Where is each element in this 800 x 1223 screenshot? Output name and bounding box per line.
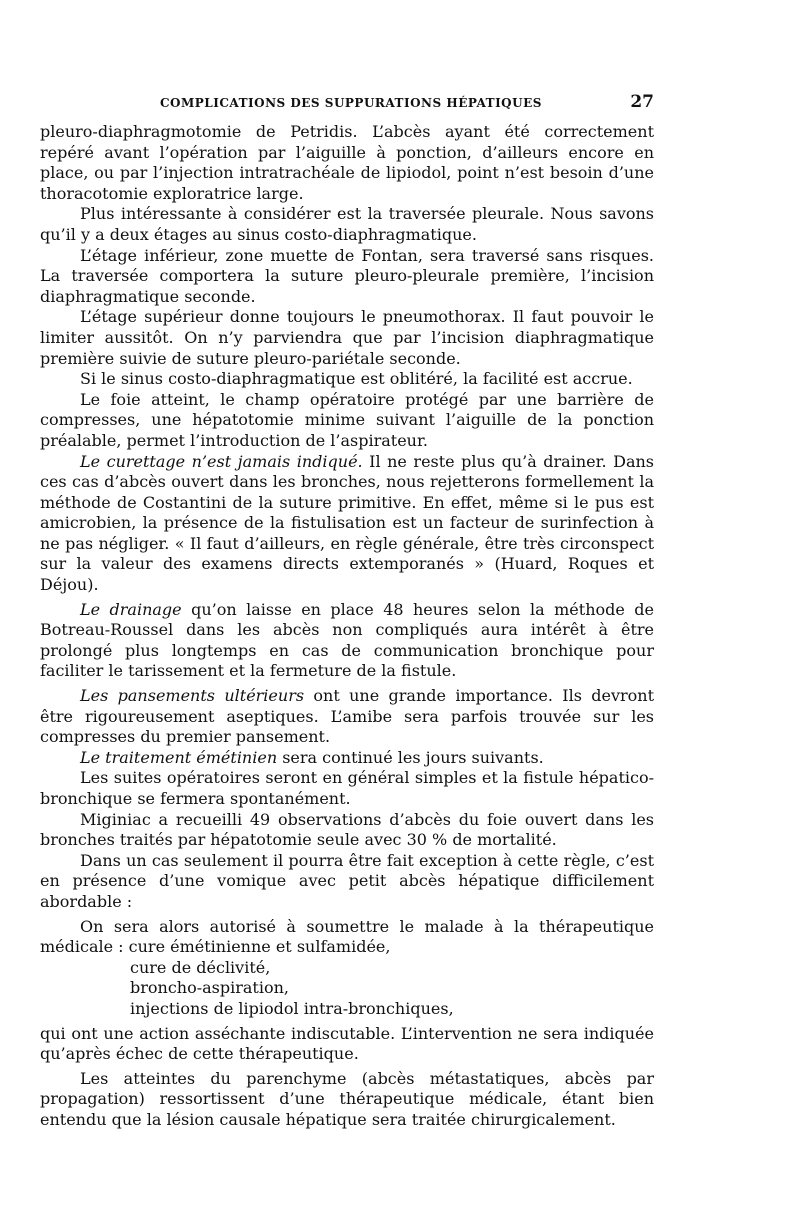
paragraph-drainage [40, 600, 654, 682]
paragraph-miginiac: Miginiac a recueilli 49 observations d’abcès du foie ouvert dans les bronches traités par hépatotomie seule avec 30 % de mortalité. [40, 809, 654, 850]
emetine-text: sera continué les jours suivants. [277, 747, 544, 767]
paragraph-medical-intro: On sera alors autorisé à soumettre le malade à la thérapeutique médicale : cure émétinienne et sulfamidée, [40, 916, 654, 957]
paragraph-petridis: pleuro-diaphragmotomie de Petridis. L’abcès ayant été correctement repéré avant l’opération par l’aiguille à ponction, d’ailleurs encore en place, ou par l’injection intratrachéale de lipiodol, point n’est besoin d’une thoracotomie exploratrice large. [40, 122, 654, 203]
page-number: 27 [630, 92, 654, 112]
body-text [40, 122, 654, 1131]
paragraph-emetine [40, 748, 654, 769]
therapy-item: injections de lipiodol intra-bronchiques, [130, 998, 454, 1018]
running-head [40, 92, 654, 112]
drainage-lead: Le drainage [80, 599, 182, 619]
curettage-text: Il ne reste plus qu’à drainer. Dans ces cas d’abcès ouvert dans les bronches, nous rejetterons formellement la méthode de Costantini de la suture primitive. En effet, même si le pus est amicrobien, la présence de la fistulisation est un facteur de surinfection à ne pas négliger. « Il faut d’ailleurs, en règle générale, être très circonspect sur la valeur des examens directs extemporanés » (Huard, Roques et Déjou). [40, 451, 654, 595]
paragraph-exception: Dans un cas seulement il pourra être fait exception à cette règle, c’est en présence d’une vomique avec petit abcès hépatique difficilement abordable : [40, 850, 654, 911]
paragraph-obliterated-sinus: Si le sinus costo-diaphragmatique est oblitéré, la facilité est accrue. [80, 369, 633, 389]
drainage-text: qu’on laisse en place 48 heures selon la méthode de Botreau-Roussel dans les abcès non compliqués aura intérêt à être prolongé plus longtemps en cas de communication bronchique pour faciliter le tarissement et la fermeture de la fistule. [40, 599, 655, 681]
curettage-lead: Le curettage n’est jamais indiqué. [80, 451, 363, 471]
therapy-list [40, 958, 654, 1020]
dressings-lead: Les pansements ultérieurs [80, 686, 305, 706]
paragraph-upper-level: L’étage supérieur donne toujours le pneumothorax. Il faut pouvoir le limiter aussitôt. On n’y parviendra que par l’incision diaphragmatique première suivie de suture pleuro-pariétale seconde. [40, 307, 654, 368]
paragraph-curettage [40, 452, 654, 596]
dressings-text: ont une grande importance. Ils devront être rigoureusement aseptiques. L’amibe sera parfois trouvée sur les compresses du premier pansement. [40, 686, 655, 747]
emetine-lead: Le traitement émétinien [80, 747, 278, 767]
therapy-item: cure de déclivité, [130, 957, 271, 977]
paragraph-lower-level: L’étage inférieur, zone muette de Fontan, sera traversé sans risques. La traversée comportera la suture pleuro-pleurale première, l’incision diaphragmatique seconde. [40, 245, 654, 306]
therapy-item: broncho-aspiration, [130, 978, 289, 998]
paragraph-dressings [40, 686, 654, 748]
paragraph-hepatotomy: Le foie atteint, le champ opératoire protégé par une barrière de compresses, une hépatotomie minime suivant l’aiguille de la ponction préalable, permet l’introduction de l’aspirateur. [40, 389, 654, 450]
paragraph-outcomes: Les suites opératoires seront en général simples et la fistule hépatico-bronchique se fermera spontanément. [40, 768, 654, 808]
paragraph-closing: Les atteintes du parenchyme (abcès métastatiques, abcès par propagation) ressortissent d’une thérapeutique médicale, étant bien entendu que la lésion causale hépatique sera traitée chirurgicalement. [40, 1068, 654, 1129]
paragraph-medical-conclusion: qui ont une action asséchante indiscutable. L’intervention ne sera indiquée qu’après échec de cette thérapeutique. [40, 1023, 654, 1064]
paragraph-pleural-crossing: Plus intéressante à considérer est la traversée pleurale. Nous savons qu’il y a deux étages au sinus costo-diaphragmatique. [40, 204, 654, 244]
running-title: COMPLICATIONS DES SUPPURATIONS HÉPATIQUES [160, 96, 542, 110]
